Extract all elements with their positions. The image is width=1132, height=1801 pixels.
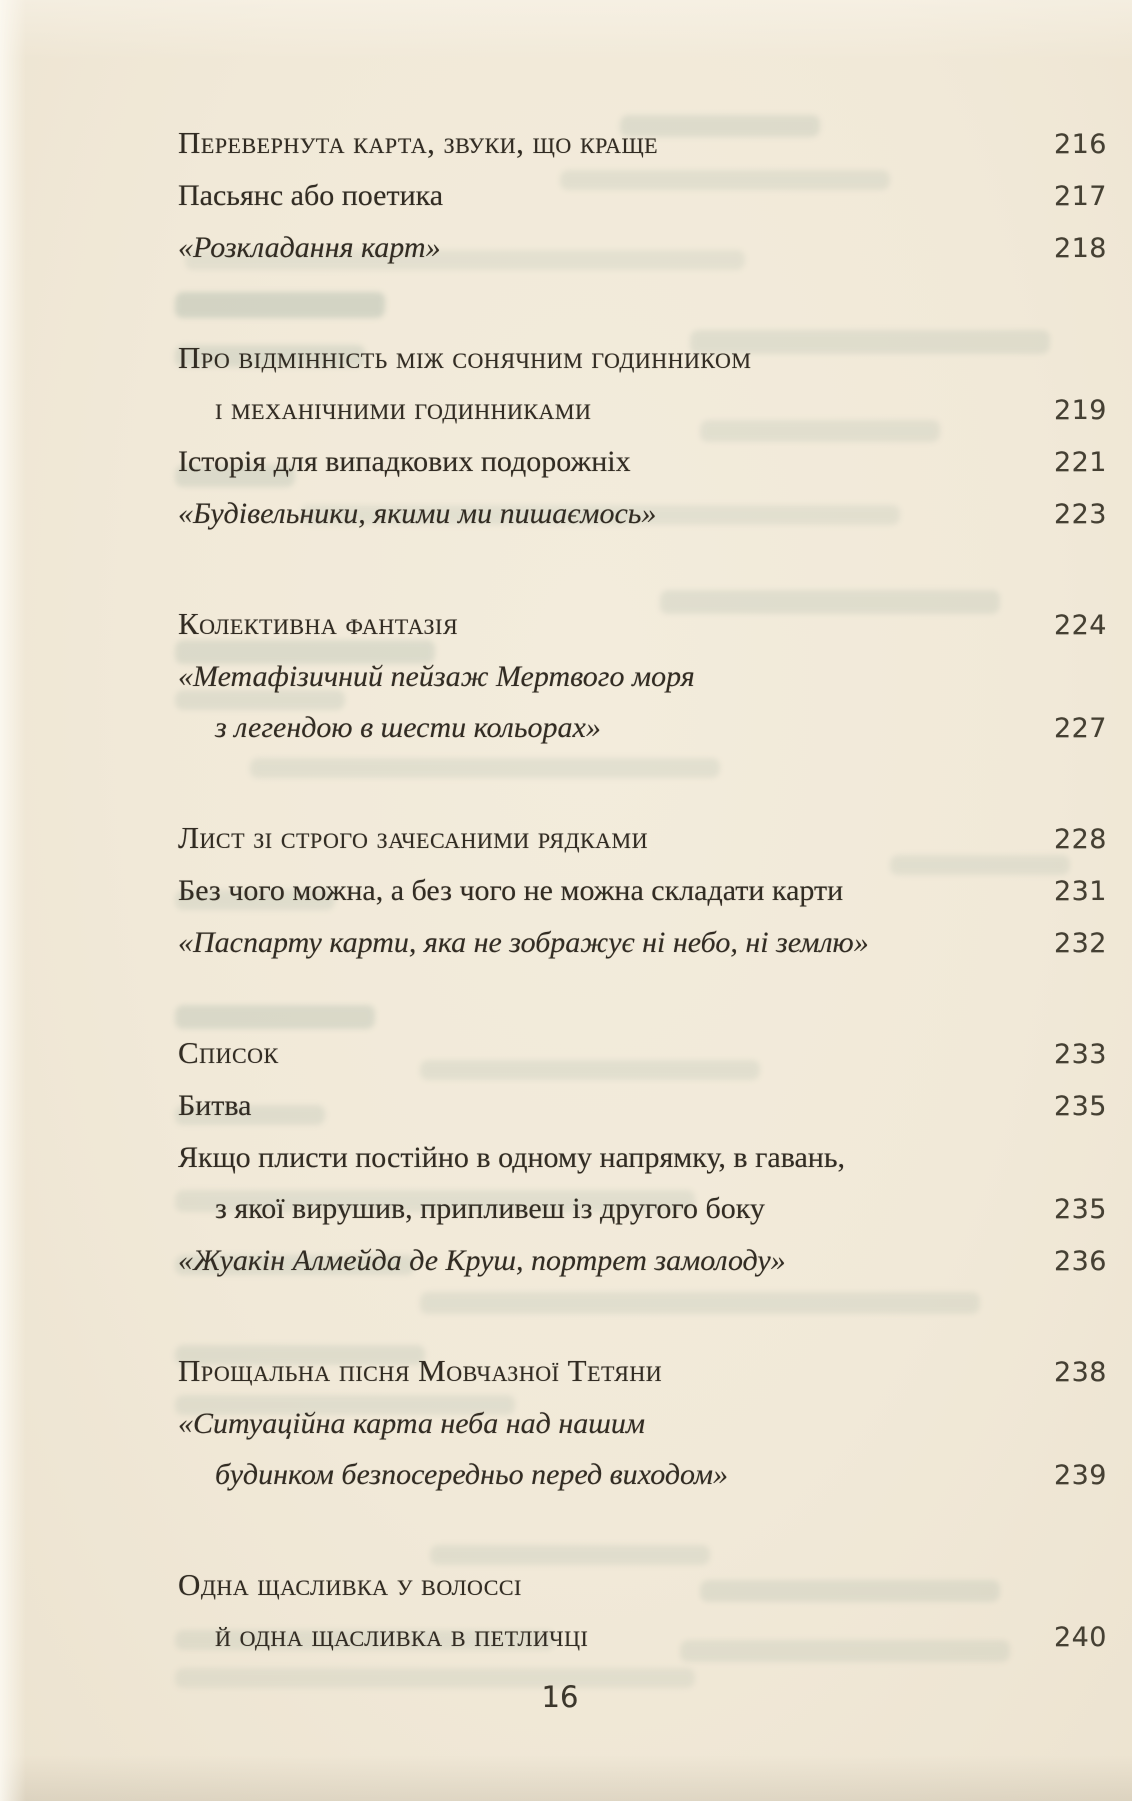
toc-line — [178, 1610, 1107, 1663]
toc-line — [178, 383, 1107, 436]
toc-entry — [178, 332, 1107, 436]
toc-group — [178, 812, 1107, 969]
entry-title: Історія для випадкових подорожніх — [178, 445, 631, 478]
entry-title: і механічними годинниками — [215, 391, 592, 426]
entry-title: й одна щасливка в петличці — [215, 1618, 589, 1653]
entry-title: Про відмінність між сонячним годинником — [178, 340, 752, 375]
entry-page-number: 221 — [1053, 447, 1107, 478]
entry-title: «Розкладання карт» — [178, 231, 441, 264]
entry-page-number: 217 — [1053, 181, 1107, 212]
toc-line — [178, 1398, 1107, 1449]
toc-entry — [178, 598, 1107, 651]
entry-title: «Жуакін Алмейда де Круш, портрет замолоду» — [178, 1244, 786, 1277]
toc-entry — [178, 917, 1107, 969]
toc-line — [178, 651, 1107, 702]
entry-title: Прощальна пісня Мовчазної Тетяни — [178, 1353, 663, 1388]
entry-title: будинком безпосередньо перед виходом» — [215, 1458, 729, 1491]
toc-line — [178, 702, 1107, 754]
toc-entry — [178, 436, 1107, 488]
toc-line — [178, 812, 1107, 865]
toc-line — [178, 1132, 1107, 1183]
entry-page-number: 231 — [1053, 876, 1107, 907]
entry-title: Битва — [178, 1089, 252, 1122]
toc-group — [178, 117, 1107, 274]
toc-line — [178, 222, 1107, 274]
entry-page-number: 216 — [1053, 129, 1107, 160]
entry-title: Список — [178, 1035, 279, 1070]
entry-page-number: 238 — [1053, 1357, 1107, 1388]
entry-page-number: 224 — [1053, 610, 1107, 641]
toc-line — [178, 1235, 1107, 1287]
entry-title: «Метафізичний пейзаж Мертвого моря — [178, 660, 695, 693]
toc-entry — [178, 1235, 1107, 1287]
entry-title: Якщо плисти постійно в одному напрямку, в гавань, — [178, 1141, 846, 1174]
toc-line — [178, 865, 1107, 917]
entry-title: з легендою в шести кольорах» — [215, 711, 601, 744]
page-number-footer — [0, 1672, 1120, 1728]
toc-line — [178, 488, 1107, 540]
entry-title: Пасьянс або поетика — [178, 179, 444, 212]
entry-page-number: 240 — [1053, 1622, 1107, 1653]
folio-page-number: 16 — [541, 1680, 579, 1714]
toc-entry — [178, 651, 1107, 754]
toc-line — [178, 917, 1107, 969]
entry-title: «Ситуаційна карта неба над нашим — [178, 1407, 646, 1440]
toc-group — [178, 332, 1107, 540]
toc-line — [178, 1449, 1107, 1501]
entry-title: Перевернута карта, звуки, що краще — [178, 125, 659, 160]
toc-group — [178, 1345, 1107, 1501]
toc-entry — [178, 1345, 1107, 1398]
entry-page-number: 227 — [1053, 713, 1107, 744]
entry-title: Без чого можна, а без чого не можна складати карти — [178, 874, 844, 907]
entry-title: «Паспарту карти, яка не зображує ні небо, ні землю» — [178, 926, 869, 959]
toc-entry — [178, 1398, 1107, 1501]
entry-page-number: 233 — [1053, 1039, 1107, 1070]
toc-line — [178, 117, 1107, 170]
entry-page-number: 235 — [1053, 1194, 1107, 1225]
entry-page-number: 219 — [1053, 395, 1107, 426]
toc-entry — [178, 865, 1107, 917]
toc-entry — [178, 812, 1107, 865]
toc-entry — [178, 1132, 1107, 1235]
toc-entry — [178, 1027, 1107, 1080]
toc-entry — [178, 1080, 1107, 1132]
entry-page-number: 223 — [1053, 499, 1107, 530]
entry-title: Одна щасливка у волоссі — [178, 1567, 522, 1602]
toc-entry — [178, 170, 1107, 222]
entry-page-number: 218 — [1053, 233, 1107, 264]
entry-title: Колективна фантазія — [178, 606, 459, 641]
toc-line — [178, 1027, 1107, 1080]
entry-page-number: 232 — [1053, 928, 1107, 959]
toc-line — [178, 1183, 1107, 1235]
entry-page-number: 228 — [1053, 824, 1107, 855]
toc-entry — [178, 488, 1107, 540]
entry-page-number: 236 — [1053, 1246, 1107, 1277]
toc-entry — [178, 117, 1107, 170]
entry-page-number: 235 — [1053, 1091, 1107, 1122]
entry-title: з якої вирушив, припливеш із другого боку — [215, 1192, 765, 1225]
toc-line — [178, 1080, 1107, 1132]
toc-line — [178, 436, 1107, 488]
toc-entry — [178, 1559, 1107, 1663]
entry-page-number: 239 — [1053, 1460, 1107, 1491]
entry-title: «Будівельники, якими ми пишаємось» — [178, 497, 657, 530]
table-of-contents — [0, 117, 1132, 1721]
entry-title: Лист зі строго зачесаними рядками — [178, 820, 648, 855]
toc-line — [178, 332, 1107, 383]
toc-group — [178, 598, 1107, 754]
toc-line — [178, 170, 1107, 222]
toc-group — [178, 1559, 1107, 1663]
toc-line — [178, 1345, 1107, 1398]
toc-group — [178, 1027, 1107, 1287]
toc-line — [178, 598, 1107, 651]
toc-line — [178, 1559, 1107, 1610]
toc-entry — [178, 222, 1107, 274]
